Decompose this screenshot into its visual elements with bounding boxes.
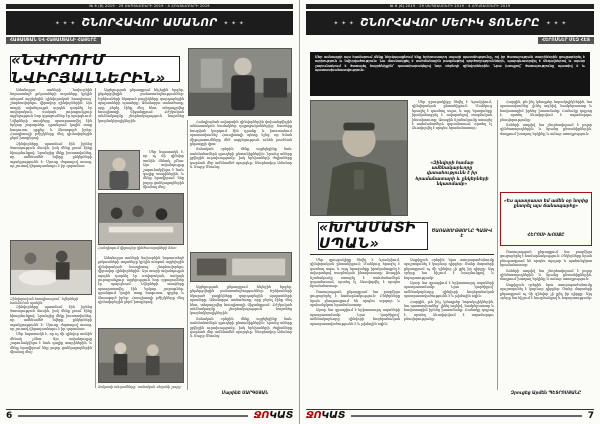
left-footer bbox=[6, 409, 293, 421]
photo-soldier-standing bbox=[188, 48, 292, 116]
left-caption-1: Զինվորական հոսպիտալում՝ նվերների հանձնման պահին։ bbox=[10, 297, 79, 305]
left-col3-para-2: Տոնական օրերին մենք այցելեցինք նաև սահմանամերձ գյուղերի ընտանիքներին։ Նրանց տները լցվեցին ուրախությամբ, իսկ երեխաների ժպիտները դարձան մեր ամենամեծ պարգևը։ Շնորհավոր Ամանոր և Սուրբ Ծնունդ։ bbox=[190, 147, 292, 170]
left-column-1 bbox=[10, 88, 92, 238]
right-author: Զրուցեց Արմեն ՊԵՏՐՈՍՅԱՆԸ bbox=[510, 390, 582, 395]
left-footer-strip bbox=[18, 415, 248, 417]
left-column-2 bbox=[98, 88, 184, 148]
left-section-title: ՇՆՈՐՀԱՎՈՐ ԱՄԱՆՈՐ bbox=[81, 17, 218, 29]
right-section-title: ՇՆՈՐՀԱՎՈՐ ՄԵՐԻԿ ՏՈՆԵՐԸ bbox=[360, 17, 540, 29]
right-headline-rule bbox=[310, 254, 494, 255]
right-lead-paragraph: Մեր ամսագրի այս համարում մենք ներկայացնում ենք երիտասարդ սպայի պատմությունը, ով իր ծառայության տարիներին ցուցաբերել է արիություն և նվիրվածություն։ Նա մասնակցել է սահմանային բազմաթիվ գործողությունների, պարգևատրվել է մեդալներով և այսօր շարունակում է ծառայել հայրենիքին՝ դաստիարակելով նոր սերնդի զինվորներին։ Նրա խոսքով՝ ծառայությունը պատիվ է և պատասխանատվություն։ bbox=[310, 52, 590, 96]
right-byline-2: ՀԵՐՈՍԻ ԽՈՍՔԸ bbox=[527, 232, 565, 237]
left-top-strip: № 6 (6) 2019 · 29 ՍԵՊՏԵՄԲԵՐԻ 2019 · 4 ՀՈԿՏԵՄԲԵՐԻ 2019 bbox=[6, 4, 293, 9]
left-stars-decoration-2: ✦ ✦ ✦ bbox=[223, 19, 245, 27]
photo-officer-portrait bbox=[310, 100, 408, 216]
right-col2-para-3: Հարցին, թե ինչ կմաղթեր նորակոչիկներին, նա պատասխանեց՝ լինել ազնիվ, համբերատար և հավատարիմ իրենց խոստմանը։ Բանակը դպրոց է, որտեղ ձևավորվում է տղամարդու բնավորությունը։ bbox=[404, 299, 494, 322]
right-col1-para-2: Ծառայության ընթացքում նա բազմիցս ցուցաբերել է համարձակություն։ Ընկերները նրան բնութագրում են որպես արդար և պահանջկոտ հրամանատար։ bbox=[310, 289, 400, 308]
left-col3-para: Հանդիպման ավարտին զինվորներին փոխանցվեցին անհատական նամակներ դպրոցականներից։ Շատերը հուզված կարդում էին դրանք և խոստանում պատասխանել։ Հոսպիտալի պետը նշեց, որ նման միջոցառումները մեծ ազդեցություն ունեն բուժման ընթացքի վրա։ bbox=[190, 120, 292, 147]
right-page bbox=[300, 0, 600, 424]
right-footer-strip bbox=[351, 415, 582, 417]
left-column-3 bbox=[190, 120, 292, 250]
right-stars-decoration-2: ✦ ✦ ✦ bbox=[545, 19, 567, 27]
logo-part-red: ՋՈ bbox=[306, 410, 322, 421]
right-quote-1: «Զինվորի համար ամենակարևորը վստահությունն է իր հրամանատարի և ընկերների նկատմամբ» bbox=[415, 160, 489, 186]
left-column-2-cont bbox=[98, 256, 184, 326]
left-col1-cont-para-2: Մեր նպատակն է, որ ոչ մի զինվոր տոնին մենակ չմնա։ Այս ավանդույթը շարունակվելու է նաև գալիք տարիներին, և մենք հրավիրում ենք բոլոր ցանկացողներին միանալ մեզ։ bbox=[10, 332, 92, 355]
left-col1-para: Ամանորյա տոների նախօրեին նորաստեղծ ջոկատների տղաները կրկին անգամ այցելեցին զինվորական հոսպիտալ՝ շնորհավորելու վիրավոր զինվորներին։ Այս տարի ավանդույթն արդեն դարձել էր սովորական, սակայն յուրաքանչյուր այցելություն նոր զգացումներ էր պարգևում։ Նվերների տուփերը պատրաստվել էին երկար շաբաթներ, դրանցում կային տաք հագուստ, գրքեր և ձեռագործ իրեր։ Հոսպիտալի բժիշկները մեզ դիմավորեցին ջերմ խոսքերով։ bbox=[10, 88, 92, 141]
left-headline: «ՆՎԻՐՈՒՄ ՆՎԻՐՅԱԼՆԵՐԻՆ» bbox=[10, 56, 180, 82]
logo-part-black: ԿԱՏ bbox=[269, 410, 293, 421]
left-col1-para-2: Զինվորները պատմում էին իրենց ծառայության մասին, իսկ մենք լսում էինք հիացմունքով։ Նրանցից մեկը խոստովանեց, որ ամենամեծ նվերը ընկերների աջակցությունն է։ Մյուսը ժպտալով ասաց, որ շուտով վերադառնալու է իր զորամաս։ bbox=[10, 141, 92, 168]
left-column-1-cont bbox=[10, 305, 92, 390]
left-column-3-cont bbox=[190, 285, 292, 385]
left-caption-3: Ջոկատի անդամները՝ տոնական սեղանի շուրջ։ bbox=[98, 385, 182, 389]
left-caption-2: Հանդիպում վիրավոր զինծառայողների հետ։ bbox=[98, 246, 177, 250]
right-column-2 bbox=[404, 258, 494, 386]
left-col3-cont-para: Այցելության ընթացքում հնչեցին երգեր, ընթերցվեցին բանաստեղծություններ։ Երեխաների նկարած բացիկները զարդարեցին պալատների պատերը։ Ամանորյա տոնածառը, որը բերել էինք մեզ հետ, տեղադրվեց հոսպիտալի միջանցքում։ Բժշկական անձնակազմը շնորհակալություն հայտնեց կազմակերպիչներին։ bbox=[190, 285, 292, 316]
right-col3-para: Հարցին, թե ինչ կմաղթեր նորակոչիկներին, նա պատասխանեց՝ լինել ազնիվ, համբերատար և հավատարիմ իրենց խոստմանը։ Բանակը դպրոց է, որտեղ ձևավորվում է տղամարդու բնավորությունը։ bbox=[500, 100, 592, 122]
right-col3-cont-para: Ծառայության ընթացքում նա բազմիցս ցուցաբերել է համարձակություն։ Ընկերները նրան բնութագրում են որպես արդար և պահանջկոտ հրամանատար։ bbox=[500, 250, 592, 268]
left-col2-cont-para: Ամանորյա տոների նախօրեին նորաստեղծ ջոկատների տղաները կրկին անգամ այցելեցին զինվորական հոսպիտալ՝ շնորհավորելու վիրավոր զինվորներին։ Այս տարի ավանդույթն արդեն դարձել էր սովորական, սակայն յուրաքանչյուր այցելություն նոր զգացումներ էր պարգևում։ Նվերների տուփերը պատրաստվել էին երկար շաբաթներ, դրանցում կային տաք հագուստ, գրքեր և ձեռագործ իրեր։ Հոսպիտալի բժիշկները մեզ դիմավորեցին ջերմ խոսքերով։ bbox=[98, 256, 184, 305]
photo-hospital-visit bbox=[10, 240, 92, 295]
photo-banner-strip bbox=[190, 252, 292, 282]
photo-table-gathering bbox=[98, 193, 184, 245]
right-intro-para: Մեր զրուցակիցը ծնվել է Գյումրիում, զինվորական ընտանիքում։ Մանկուց երազել է դառնալ սպա, և այդ երազանքը իրականացրել է ավարտելով ռազմական ինստիտուտը։ Առաջին նշանակումը ստացել է սահմանամերձ զորամասում, որտեղ էլ ձևավորվել է որպես հրամանատար։ bbox=[412, 100, 492, 131]
right-column-divider bbox=[497, 100, 498, 390]
left-col2-side-para: Մեր նպատակն է, որ ոչ մի զինվոր տոնին մենակ չմնա։ Այս ավանդույթը շարունակվելու է նաև գալիք տարիներին, և մենք հրավիրում ենք բոլոր ցանկացողներին միանալ մեզ։ bbox=[143, 150, 184, 190]
left-footer-logo bbox=[254, 410, 293, 421]
right-col1-para: Մեր զրուցակիցը ծնվել է Գյումրիում, զինվորական ընտանիքում։ Մանկուց երազել է դառնալ սպա, և այդ երազանքը իրականացրել է ավարտելով ռազմական ինստիտուտը։ Առաջին նշանակումը ստացել է սահմանամերձ զորամասում, որտեղ էլ ձևավորվել է որպես հրամանատար։ bbox=[310, 258, 400, 289]
right-col1-para-3: Այսօր նա զբաղվում է երիտասարդ սպաների պատրաստմամբ։ Նրա կարծիքով՝ ամենակարևորը զինվորի հոգեբանական պատրաստվածությունն է և թիմային ոգին։ bbox=[310, 308, 400, 326]
right-column-3-cont bbox=[500, 250, 592, 385]
left-section-banner bbox=[6, 11, 293, 35]
logo-part-black: ԿԱՏ bbox=[321, 410, 346, 421]
right-section-banner bbox=[306, 11, 594, 35]
right-stars-decoration: ✦ ✦ ✦ bbox=[333, 19, 355, 27]
right-footer-logo bbox=[306, 410, 345, 421]
right-page-number: 7 bbox=[587, 410, 594, 421]
left-column-divider-2 bbox=[187, 120, 188, 390]
right-column-3 bbox=[500, 100, 592, 190]
left-stars-decoration: ✦ ✦ ✦ bbox=[54, 19, 76, 27]
right-col3-cont-para-2: Տոների առթիվ նա շնորհավորում է բոլոր զինծառայողներին և նրանց ընտանիքներին, մաղթում խաղաղ երկինք և ամուր առողջություն։ bbox=[500, 268, 592, 282]
right-intro-text bbox=[412, 100, 492, 158]
right-footer bbox=[306, 409, 594, 421]
right-subhead: ՀԵՐՈՍՆԵՐ ՄԵԶ ՀԵՏ bbox=[538, 37, 594, 44]
left-subhead: ՀԱՅԱՍՏԱՆ ԵՎ ՀԱՅԱՍՏԱՆԻ ՀԱՅԵՐԸ bbox=[6, 37, 101, 44]
left-col1-cont-para: Զինվորները պատմում էին իրենց ծառայության մասին, իսկ մենք լսում էինք հիացմունքով։ Նրանցից մեկը խոստովանեց, որ ամենամեծ նվերը ընկերների աջակցությունն է։ Մյուսը ժպտալով ասաց, որ շուտով վերադառնալու է իր զորամաս։ bbox=[10, 305, 92, 332]
right-col3-para-2: Տոների առթիվ նա շնորհավորում է բոլոր զինծառայողներին և նրանց ընտանիքներին, մաղթում խաղաղ երկինք և ամուր առողջություն։ bbox=[500, 123, 592, 136]
right-col3-cont-para-3: Ապրիլյան օրերին նրա ստորաբաժանումը պաշտպանել է կարևոր դիրքեր։ Ծանր մարտերի ընթացքում ոչ մի զինվոր չի լքել իր դիրքը։ Այդ օրերը նա հիշում է հուզմունքով և հպարտությամբ։ bbox=[500, 282, 592, 301]
right-top-strip: № 6 (6) 2019 · 29 ՍԵՊՏԵՄԲԵՐԻ 2019 · 4 ՀՈԿՏԵՄԲԵՐԻ 2019 bbox=[306, 4, 594, 9]
right-quote-2: «Ես պատրաստ եմ ամեն օր նորից ընտրել այս ճանապարհը» bbox=[503, 198, 589, 209]
left-column-divider-1 bbox=[95, 88, 96, 388]
left-col3-cont-para-2: Տոնական օրերին մենք այցելեցինք նաև սահմանամերձ գյուղերի ընտանիքներին։ Նրանց տները լցվեցին ուրախությամբ, իսկ երեխաների ժպիտները դարձան մեր ամենամեծ պարգևը։ Շնորհավոր Ամանոր և Սուրբ Ծնունդ։ bbox=[190, 316, 292, 339]
photo-group-visit bbox=[98, 328, 184, 383]
right-col2-para-2: Այսօր նա զբաղվում է երիտասարդ սպաների պատրաստմամբ։ Նրա կարծիքով՝ ամենակարևորը զինվորի հոգեբանական պատրաստվածությունն է և թիմային ոգին։ bbox=[404, 281, 494, 299]
right-headline: «ԽՐԱՄԱՏԻ ՍՊԱՆ» bbox=[318, 222, 428, 250]
right-col2-para: Ապրիլյան օրերին նրա ստորաբաժանումը պաշտպանել է կարևոր դիրքեր։ Ծանր մարտերի ընթացքում ոչ մի զինվոր չի լքել իր դիրքը։ Այդ օրերը նա հիշում է հուզմունքով և հպարտությամբ։ bbox=[404, 258, 494, 280]
photo-young-soldier bbox=[98, 150, 140, 190]
logo-part-red: ՋՈ bbox=[253, 410, 270, 421]
left-column-2-side bbox=[143, 150, 184, 190]
left-author: Մարինե ՍԱՐԳՍՅԱՆ bbox=[221, 390, 269, 395]
right-byline-1: ԾԱՌԱՅՈՒԹՅՈՒՆԸ ՊԱՏԻՎ Է bbox=[431, 228, 493, 238]
left-page-number: 6 bbox=[6, 410, 13, 421]
right-column-1 bbox=[310, 258, 400, 386]
left-col2-para: Այցելության ընթացքում հնչեցին երգեր, ընթերցվեցին բանաստեղծություններ։ Երեխաների նկարած բացիկները զարդարեցին պալատների պատերը։ Ամանորյա տոնածառը, որը բերել էինք մեզ հետ, տեղադրվեց հոսպիտալի միջանցքում։ Բժշկական անձնակազմը շնորհակալություն հայտնեց կազմակերպիչներին։ bbox=[98, 88, 184, 123]
